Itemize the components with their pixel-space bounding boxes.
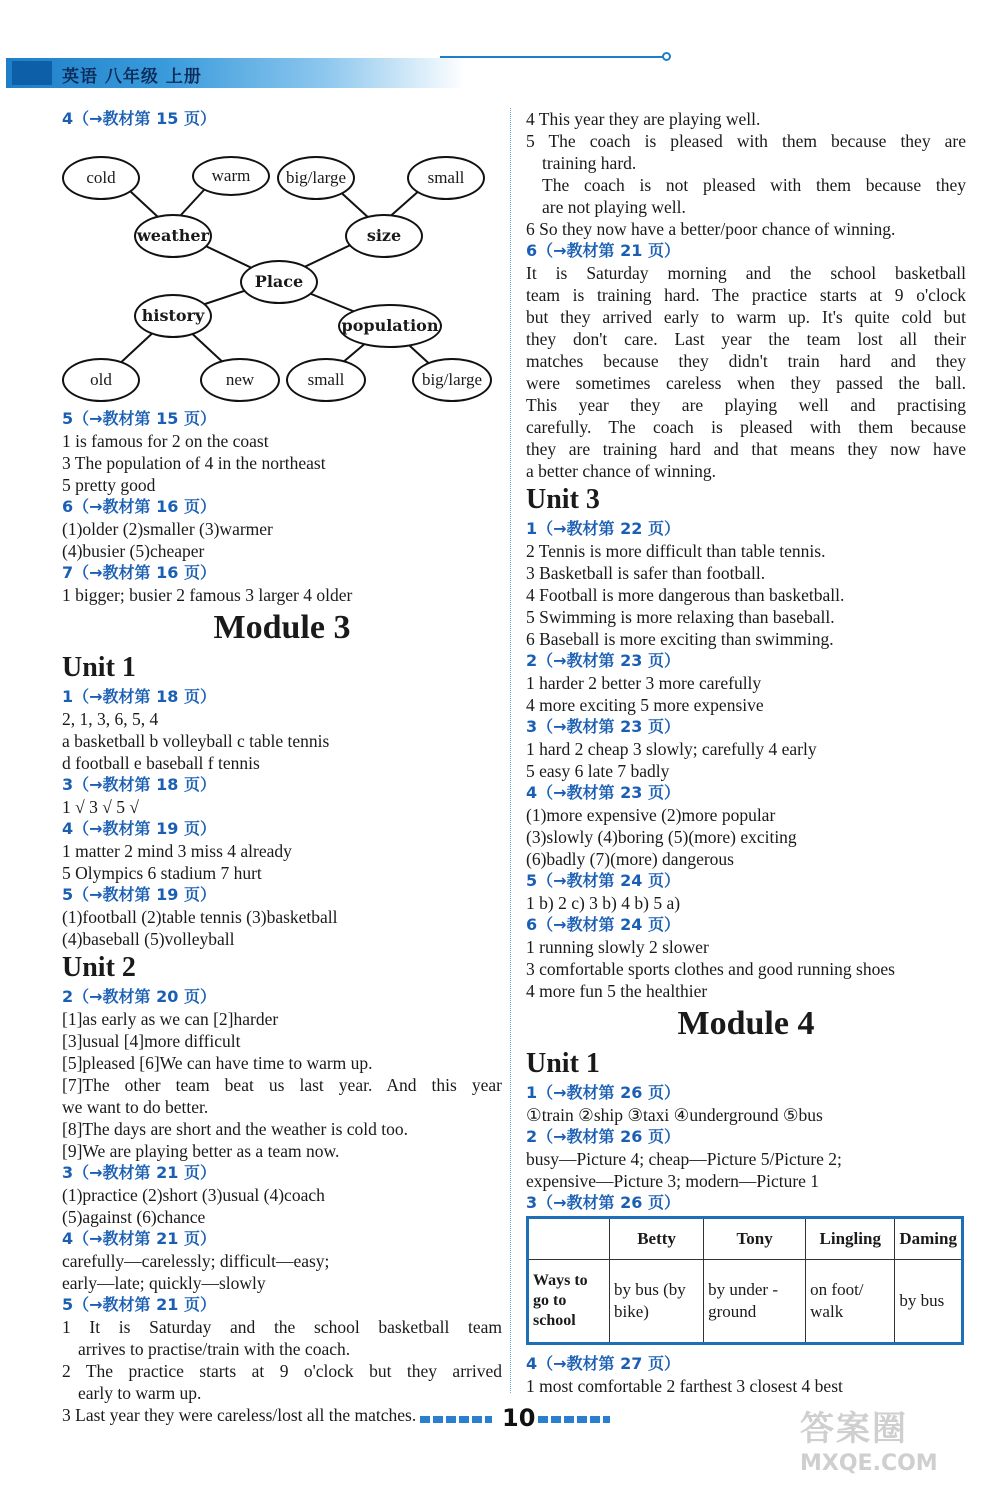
node-old: old	[62, 358, 140, 402]
answer-line: we want to do better.	[62, 1097, 209, 1117]
answer-line: early—late; quickly—slowly	[62, 1273, 266, 1293]
module-heading: Module 3	[213, 609, 351, 646]
paragraph-line: they are training hard and that means they now have	[526, 439, 966, 459]
answer-line: early to warm up.	[78, 1383, 202, 1403]
answer-line: 5 The coach is pleased with them because they are	[526, 131, 966, 151]
question-label: 6（→教材第 21 页）	[526, 241, 680, 260]
answer-line: 1 matter 2 mind 3 miss 4 already	[62, 841, 292, 861]
node-size: size	[345, 214, 423, 258]
table-header-cell: Daming	[895, 1218, 963, 1260]
answer-line: (3)slowly (4)boring (5)(more) exciting	[526, 827, 797, 847]
answer-line: 1 bigger; busier 2 famous 3 larger 4 older	[62, 585, 353, 605]
answer-line: expensive—Picture 3; modern—Picture 1	[526, 1171, 820, 1191]
answer-line: are not playing well.	[542, 197, 686, 217]
answer-line: 3 Last year they were careless/lost all the matches.	[62, 1405, 417, 1425]
paragraph-line: carefully. The coach is pleased with them because	[526, 417, 966, 437]
question-label: 1（→教材第 26 页）	[526, 1083, 680, 1102]
question-label: 3（→教材第 26 页）	[526, 1193, 680, 1212]
table-header-cell: Lingling	[806, 1218, 895, 1260]
page-header	[6, 58, 466, 88]
answer-line: ①train ②ship ③taxi ④underground ⑤bus	[526, 1105, 823, 1125]
answer-line: a basketball b volleyball c table tennis	[62, 731, 330, 751]
answer-line: 3 Basketball is safer than football.	[526, 563, 766, 583]
answer-line: 1 most comfortable 2 farthest 3 closest 4 best	[526, 1376, 843, 1396]
answer-line: 5 Swimming is more relaxing than baseball.	[526, 607, 835, 627]
header-rule	[440, 56, 666, 58]
question-label: 4（→教材第 19 页）	[62, 819, 216, 838]
paragraph-line: This year they are playing well and practising	[526, 395, 966, 415]
paragraph-line: matches because they didn't train hard and they	[526, 351, 966, 371]
answer-line: training hard.	[542, 153, 637, 173]
watermark-logo: 答案圈	[800, 1409, 908, 1449]
table-header-cell: Betty	[610, 1218, 704, 1260]
right-column	[526, 108, 966, 1397]
question-label: 2（→教材第 26 页）	[526, 1127, 680, 1146]
answer-line: [7]The other team beat us last year. And this year	[62, 1075, 502, 1095]
answer-line: (1)older (2)smaller (3)warmer	[62, 519, 273, 539]
question-label: 5（→教材第 15 页）	[62, 409, 216, 428]
node-population: population	[338, 304, 442, 348]
table-cell: by under -ground	[704, 1260, 806, 1344]
paragraph-line: they don't care. Last year the team lost all their	[526, 329, 966, 349]
table-row-head: Ways to go to school	[528, 1260, 610, 1344]
answer-line: (1)more expensive (2)more popular	[526, 805, 776, 825]
node-warm: warm	[192, 156, 270, 196]
watermark-url: MXQE.COM	[800, 1451, 938, 1476]
question-label: 3（→教材第 23 页）	[526, 717, 680, 736]
question-label: 5（→教材第 21 页）	[62, 1295, 216, 1314]
question-label: 7（→教材第 16 页）	[62, 563, 216, 582]
paragraph-line: but they arrived early to warm up. It's quite cold but	[526, 307, 966, 327]
paragraph-line: team is training hard. The practice starts at 9 o'clock	[526, 285, 966, 305]
footer-bars-left	[420, 1416, 492, 1423]
unit-heading: Unit 1	[62, 652, 136, 683]
left-column	[62, 108, 502, 1426]
answer-line: 1 It is Saturday and the school basketball team	[62, 1317, 502, 1337]
column-divider	[510, 108, 511, 1393]
answer-line: 2, 1, 3, 6, 5, 4	[62, 709, 159, 729]
answer-line: [3]usual [4]more difficult	[62, 1031, 241, 1051]
node-place: Place	[240, 260, 318, 304]
node-big-large-2: big/large	[412, 358, 492, 402]
answer-line: 4 more fun 5 the healthier	[526, 981, 708, 1001]
header-title: 英语 八年级 上册	[62, 67, 202, 87]
question-label: 6（→教材第 16 页）	[62, 497, 216, 516]
question-label: 4（→教材第 21 页）	[62, 1229, 216, 1248]
answer-line: (1)football (2)table tennis (3)basketball	[62, 907, 338, 927]
answer-line: (5)against (6)chance	[62, 1207, 206, 1227]
answer-line: 3 The population of 4 in the northeast	[62, 453, 326, 473]
answer-line: [5]pleased [6]We can have time to warm up.	[62, 1053, 373, 1073]
answer-line: 4 Football is more dangerous than basketball.	[526, 585, 845, 605]
node-small-2: small	[286, 358, 366, 402]
paragraph-line: were sometimes careless when they passed the ball.	[526, 373, 966, 393]
answer-line: 1 is famous for 2 on the coast	[62, 431, 269, 451]
table-header-cell	[528, 1218, 610, 1260]
answer-line: 2 Tennis is more difficult than table tennis.	[526, 541, 826, 561]
answer-line: d football e baseball f tennis	[62, 753, 260, 773]
question-label: 5（→教材第 19 页）	[62, 885, 216, 904]
question-label: 2（→教材第 20 页）	[62, 987, 216, 1006]
mind-map	[62, 130, 502, 389]
question-label: 3（→教材第 21 页）	[62, 1163, 216, 1182]
answer-line: 1 √ 3 √ 5 √	[62, 797, 139, 817]
question-label: 4（→教材第 27 页）	[526, 1354, 680, 1373]
answer-line: 1 harder 2 better 3 more carefully	[526, 673, 762, 693]
node-small-1: small	[407, 156, 485, 200]
answer-line: (4)baseball (5)volleyball	[62, 929, 235, 949]
unit-heading: Unit 2	[62, 952, 136, 983]
answer-line: [8]The days are short and the weather is cold too.	[62, 1119, 408, 1139]
answer-line: 6 So they now have a better/poor chance of winning.	[526, 219, 896, 239]
table-cell: by bus (by bike)	[610, 1260, 704, 1344]
answer-line: 5 easy 6 late 7 badly	[526, 761, 670, 781]
answer-line: 1 hard 2 cheap 3 slowly; carefully 4 early	[526, 739, 817, 759]
answer-line: 4 This year they are playing well.	[526, 109, 761, 129]
answer-line: (4)busier (5)cheaper	[62, 541, 205, 561]
node-big-large-1: big/large	[277, 156, 355, 200]
ways-to-school-table	[526, 1216, 964, 1345]
answer-line: 5 Olympics 6 stadium 7 hurt	[62, 863, 262, 883]
node-new: new	[200, 358, 280, 402]
page-footer	[420, 1404, 620, 1432]
answer-line: (1)practice (2)short (3)usual (4)coach	[62, 1185, 325, 1205]
answer-line: arrives to practise/train with the coach.	[78, 1339, 351, 1359]
answer-line: (6)badly (7)(more) dangerous	[526, 849, 734, 869]
footer-bars-right	[538, 1416, 610, 1423]
answer-line: 3 comfortable sports clothes and good running shoes	[526, 959, 895, 979]
answer-line: busy—Picture 4; cheap—Picture 5/Picture 2;	[526, 1149, 842, 1169]
table-header-row	[528, 1218, 963, 1260]
header-dot	[662, 52, 671, 61]
question-label: 4（→教材第 15 页）	[62, 109, 216, 128]
answer-line: [1]as early as we can [2]harder	[62, 1009, 279, 1029]
node-cold: cold	[62, 156, 140, 200]
node-weather: weather	[134, 214, 212, 258]
answer-line: 2 The practice starts at 9 o'clock but they arrived	[62, 1361, 502, 1381]
node-history: history	[134, 294, 212, 338]
answer-line: [9]We are playing better as a team now.	[62, 1141, 340, 1161]
unit-heading: Unit 1	[526, 1048, 600, 1079]
question-label: 3（→教材第 18 页）	[62, 775, 216, 794]
question-label: 1（→教材第 18 页）	[62, 687, 216, 706]
module-heading: Module 4	[677, 1005, 815, 1042]
header-mark	[12, 61, 52, 85]
unit-heading: Unit 3	[526, 484, 600, 515]
table-cell: on foot/ walk	[806, 1260, 895, 1344]
answer-line: 4 more exciting 5 more expensive	[526, 695, 764, 715]
page-number: 10	[502, 1404, 536, 1432]
answer-line: 6 Baseball is more exciting than swimming.	[526, 629, 834, 649]
answer-line: 5 pretty good	[62, 475, 156, 495]
paragraph-line: a better chance of winning.	[526, 461, 716, 481]
question-label: 1（→教材第 22 页）	[526, 519, 680, 538]
question-label: 5（→教材第 24 页）	[526, 871, 680, 890]
question-label: 4（→教材第 23 页）	[526, 783, 680, 802]
question-label: 2（→教材第 23 页）	[526, 651, 680, 670]
answer-line: 1 running slowly 2 slower	[526, 937, 709, 957]
answer-line: The coach is not pleased with them because they	[542, 175, 966, 195]
answer-line: 1 b) 2 c) 3 b) 4 b) 5 a)	[526, 893, 681, 913]
table-row	[528, 1260, 963, 1344]
question-label: 6（→教材第 24 页）	[526, 915, 680, 934]
watermark	[800, 1408, 990, 1488]
table-cell: by bus	[895, 1260, 963, 1344]
paragraph-line: It is Saturday morning and the school basketball	[526, 263, 966, 283]
answer-line: carefully—carelessly; difficult—easy;	[62, 1251, 330, 1271]
table-header-cell: Tony	[704, 1218, 806, 1260]
